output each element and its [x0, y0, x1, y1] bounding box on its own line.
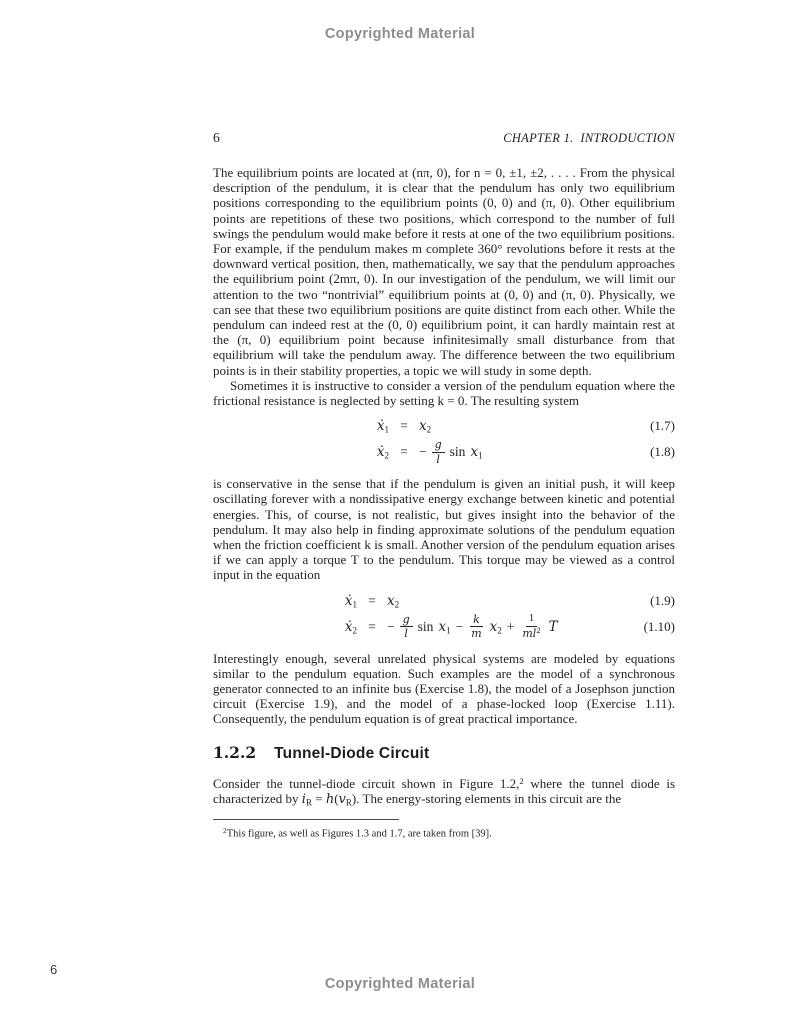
fraction-denominator: l — [404, 627, 408, 641]
equals-sign: = — [368, 592, 376, 608]
equation-lhs — [213, 619, 357, 635]
math-term — [470, 444, 482, 460]
sin-function: sin — [449, 444, 466, 460]
subscript: 2 — [497, 625, 502, 636]
equation-number: (1.9) — [650, 592, 675, 608]
footnote-text — [213, 824, 675, 841]
subscript: 1 — [446, 625, 451, 636]
section-heading — [213, 743, 675, 763]
math-xdot: ẋ — [344, 618, 353, 635]
fraction-numerator: k — [470, 614, 483, 628]
minus-sign: − — [419, 444, 427, 460]
text-segment: Consider the tunnel-diode circuit shown in Figure 1.2, — [213, 775, 520, 791]
fraction-denominator — [519, 624, 543, 641]
fraction-numerator: 1 — [526, 613, 538, 627]
equation-rhs — [419, 439, 675, 465]
subscript: 1 — [352, 599, 357, 610]
text-segment: where the tunnel diode is characterized by — [213, 775, 676, 806]
equation-number: (1.7) — [650, 418, 675, 434]
fraction-denominator: l — [436, 452, 440, 466]
math-x: x — [419, 418, 427, 435]
header-page-number: 6 — [213, 130, 220, 145]
section-number: 1.2.2 — [213, 742, 257, 762]
equation-number: (1.10) — [643, 618, 675, 634]
math-v: v — [338, 791, 346, 807]
subscript: 2 — [352, 625, 357, 636]
bottom-page-number: 6 — [50, 962, 58, 977]
subscript: 2 — [426, 424, 432, 435]
math-x: x — [387, 592, 395, 609]
copyright-banner-top: Copyrighted Material — [324, 26, 476, 42]
equation-lhs — [213, 593, 357, 609]
equation-1-9 — [213, 591, 675, 611]
fraction-numerator: g — [432, 439, 445, 453]
math-term — [490, 619, 502, 635]
subscript: 1 — [478, 450, 483, 461]
fraction-k-over-m — [468, 614, 484, 640]
math-T: T — [548, 618, 558, 635]
subscript: R — [345, 797, 352, 808]
paragraph-frictionless: Sometimes it is instructive to consider a version of the pendulum equation where the frictional resistance is neglected by setting k = 0. The resulting system — [213, 377, 675, 409]
fraction-g-over-l — [400, 614, 413, 640]
equation-1-8 — [213, 436, 675, 468]
subscript: 1 — [384, 424, 389, 435]
text-segment: ( — [334, 790, 339, 806]
math-x: x — [438, 618, 447, 635]
equation-lhs — [213, 444, 389, 460]
minus-sign: − — [455, 618, 464, 634]
math-ml: ml — [522, 626, 537, 640]
equation-rhs — [387, 593, 675, 609]
page-content — [213, 130, 675, 841]
copyright-banner-bottom: Copyrighted Material — [324, 976, 476, 992]
math-h: h — [325, 791, 335, 807]
subscript: 2 — [394, 599, 400, 610]
equation-number: (1.8) — [650, 444, 675, 460]
math-x: x — [470, 444, 479, 461]
math-x: x — [489, 618, 498, 635]
math-term — [438, 619, 450, 635]
fraction-g-over-l — [432, 439, 445, 465]
footnote-marker: 2 — [223, 826, 227, 836]
paragraph-applications: Interestingly enough, several unrelated physical systems are modeled by equations similar to the pendulum equation. Such examples are the model of a synchronous generator connected to an infinite bus (Exercise 1.8), the model of a Josephson junction circuit (Exercise 1.9), and the model of a phase-locked loop (Exercise 1.11). Consequently, the pendulum equation is of great practical importance. — [213, 650, 675, 727]
page-header — [213, 130, 675, 146]
equation-lhs — [213, 418, 389, 434]
equals-sign: = — [400, 418, 408, 434]
paragraph-tunnel-diode-intro — [213, 774, 675, 807]
equation-block-1 — [213, 416, 675, 468]
section-title: Tunnel-Diode Circuit — [274, 744, 430, 762]
equation-1-10 — [213, 611, 675, 643]
equation-1-7 — [213, 416, 675, 436]
fraction-1-over-ml2 — [519, 613, 543, 640]
footnote-reference: 2 — [519, 775, 524, 786]
math-xdot: ẋ — [376, 418, 385, 435]
paragraph-conservative: is conservative in the sense that if the pendulum is given an initial push, it will keep oscillating forever with a nondissipative energy exchange between kinetic and potential energies. This, of course, is not realistic, but gives insight into the behavior of the pendulum. It may also help in finding approximate solutions of the pendulum equation when the friction coefficient k is small. Another version of the pendulum equation arises if we can apply a torque T to the pendulum. This torque may be viewed as a control input in the equation — [213, 476, 675, 583]
subscript: 2 — [384, 450, 389, 461]
footnote-body: This figure, as well as Figures 1.3 and 1.7, are taken from [39]. — [226, 828, 492, 840]
equation-rhs — [419, 418, 675, 434]
text-segment: = — [311, 790, 326, 806]
minus-sign: − — [387, 618, 395, 634]
footnote-rule — [213, 819, 399, 820]
paragraph-equilibrium-points: The equilibrium points are located at (nπ, 0), for n = 0, ±1, ±2, . . . . From the physical description of the pendulum, it is clear that the pendulum has only two equilibrium positions corresponding to the equilibrium points (0, 0) and (π, 0). Other equilibrium points are repetitions of these two positions, which correspond to the number of full swings the pendulum would make before it rests at one of the two equilibrium positions. For example, if the pendulum makes m complete 360° revolutions before it rests at the downward vertical position, then, mathematically, we say that the pendulum approaches the equilibrium point (2mπ, 0). In our investigation of the pendulum, we will limit our attention to the two “nontrivial” equilibrium points at (0, 0) and (π, 0). Physically, we can see that these two equilibrium positions are quite distinct from each other. While the pendulum can indeed rest at the (0, 0) equilibrium point, it can hardly maintain rest at the (π, 0) equilibrium point because infinitesimally small disturbance from that equilibrium will take the pendulum away. The difference between the two equilibrium points is in their stability properties, a topic we will study in some depth. — [213, 165, 675, 378]
equation-block-2 — [213, 591, 675, 643]
superscript: 2 — [536, 624, 541, 635]
header-chapter-title: CHAPTER 1. INTRODUCTION — [503, 131, 675, 145]
equation-rhs — [387, 613, 675, 640]
plus-sign: + — [506, 618, 515, 634]
sin-function: sin — [417, 618, 434, 634]
math-i: i — [301, 791, 306, 807]
equals-sign: = — [368, 618, 376, 634]
subscript: R — [305, 797, 312, 808]
equals-sign: = — [400, 444, 408, 460]
fraction-numerator: g — [400, 614, 413, 628]
math-xdot: ẋ — [376, 444, 385, 461]
math-term — [387, 593, 399, 609]
math-xdot: ẋ — [344, 592, 353, 609]
math-term — [419, 418, 431, 434]
fraction-denominator: m — [471, 627, 482, 641]
text-segment: ). The energy-storing elements in this circuit are the — [351, 790, 622, 806]
